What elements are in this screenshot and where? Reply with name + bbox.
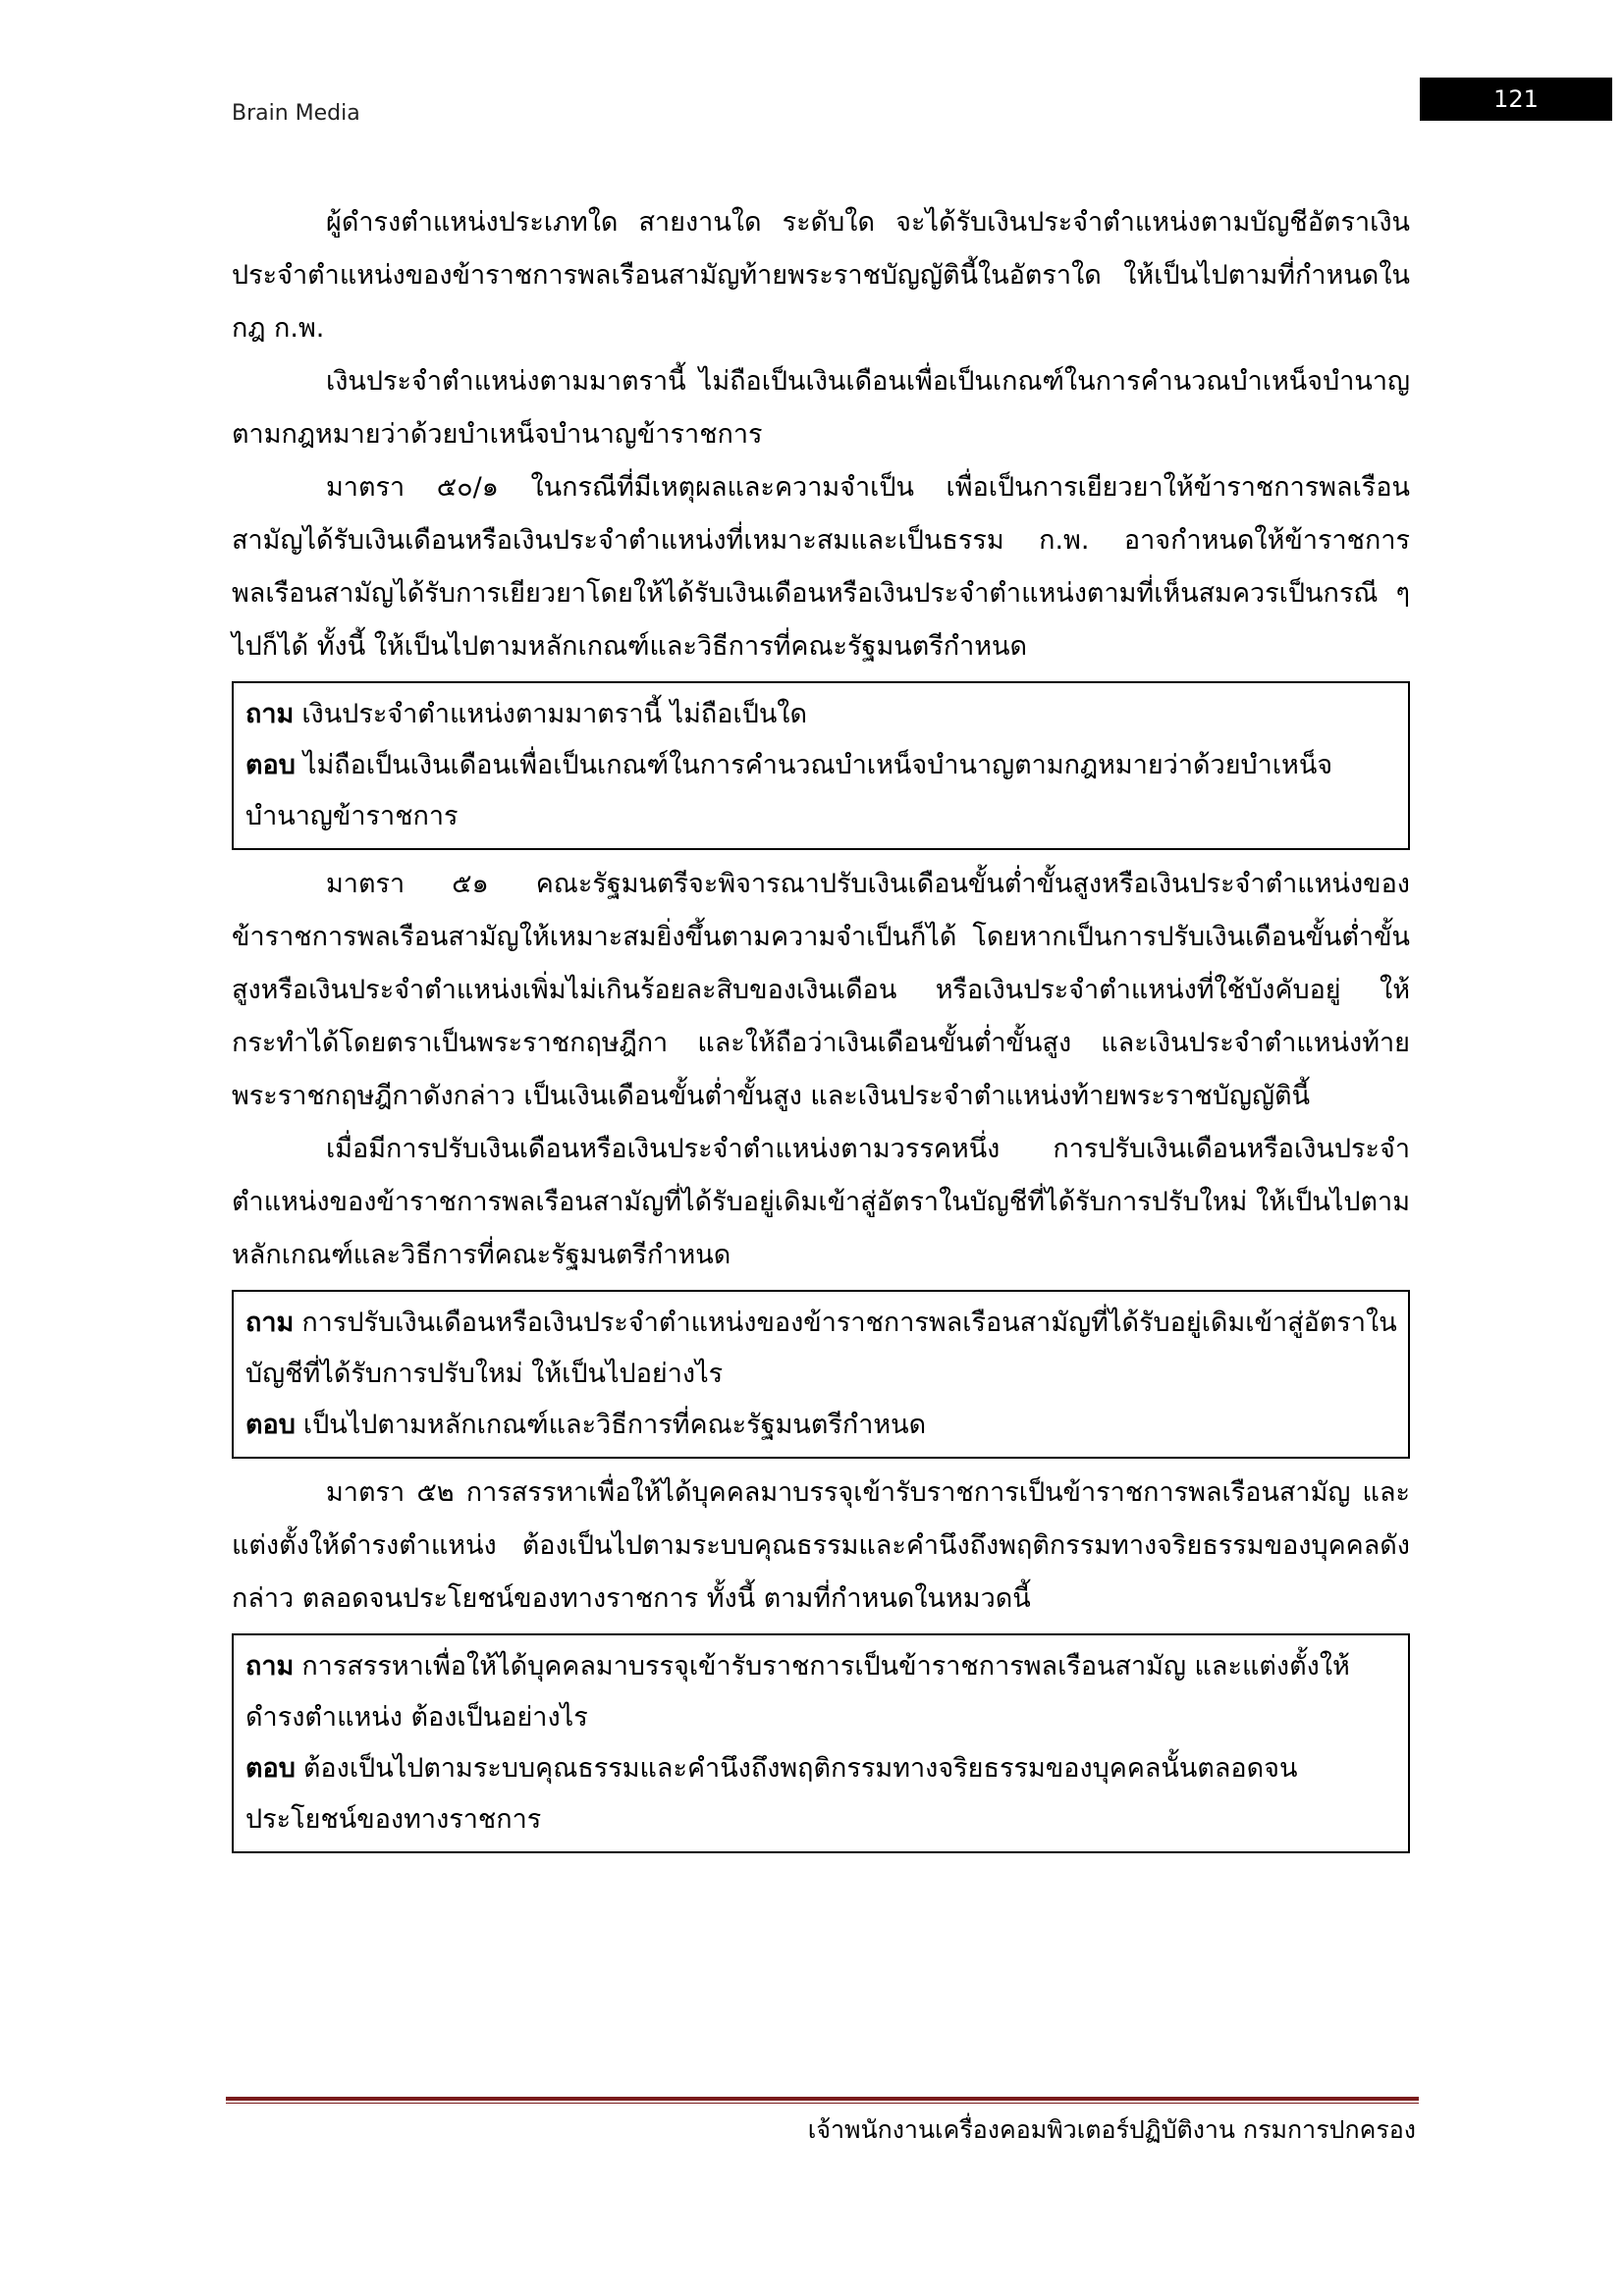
answer-label: ตอบ [245,750,296,780]
footer-text: เจ้าพนักงานเครื่องคอมพิวเตอร์ปฏิบัติงาน กรมการปกครอง [807,2115,1416,2144]
question-label: ถาม [245,699,295,729]
paragraph: มาตรา ๕๐/๑ ในกรณีที่มีเหตุผลและความจำเป็น เพื่อเป็นการเยียวยาให้ข้าราชการพลเรือนสามัญได้รับเงินเดือนหรือเงินประจำตำแหน่งที่เหมาะสมและเป็นธรรม ก.พ. อาจกำหนดให้ข้าราชการพลเรือนสามัญได้รับการเยียวยาโดยให้ได้รับเงินเดือนหรือเงินประจำตำแหน่งตามที่เห็นสมควรเป็นกรณี ๆ ไปก็ได้ ทั้งนี้ ให้เป็นไปตามหลักเกณฑ์และวิธีการที่คณะรัฐมนตรีกำหนด [232,472,1410,662]
paragraph: ผู้ดำรงตำแหน่งประเภทใด สายงานใด ระดับใด จะได้รับเงินประจำตำแหน่งตามบัญชีอัตราเงินประจำตำแหน่งของข้าราชการพลเรือนสามัญท้ายพระราชบัญญัตินี้ในอัตราใด ให้เป็นไปตามที่กำหนดในกฎ ก.พ. [232,207,1410,344]
qa-question [245,689,1398,740]
answer-label: ตอบ [245,1753,296,1784]
answer-text: ต้องเป็นไปตามระบบคุณธรรมและคำนึงถึงพฤติกรรมทางจริยธรรมของบุคคลนั้นตลอดจนประโยชน์ของทางราชการ [245,1753,1298,1835]
paragraph: เมื่อมีการปรับเงินเดือนหรือเงินประจำตำแหน่งตามวรรคหนึ่ง การปรับเงินเดือนหรือเงินประจำตำแหน่งของข้าราชการพลเรือนสามัญที่ได้รับอยู่เดิมเข้าสู่อัตราในบัญชีที่ได้รับการปรับใหม่ ให้เป็นไปตามหลักเกณฑ์และวิธีการที่คณะรัฐมนตรีกำหนด [232,1134,1410,1270]
question-text: เงินประจำตำแหน่งตามมาตรานี้ ไม่ถือเป็นใด [301,699,808,729]
footer-rule [226,2097,1419,2101]
qa-answer [245,740,1398,842]
qa-answer [245,1400,1398,1451]
qa-question [245,1641,1398,1743]
qa-answer [245,1743,1398,1845]
answer-text: ไม่ถือเป็นเงินเดือนเพื่อเป็นเกณฑ์ในการคำนวณบำเหน็จบำนาญตามกฎหมายว่าด้วยบำเหน็จบำนาญข้าราชการ [245,750,1333,831]
answer-text: เป็นไปตามหลักเกณฑ์และวิธีการที่คณะรัฐมนตรีกำหนด [302,1410,927,1440]
question-label: ถาม [245,1308,295,1338]
page-number: 121 [1420,78,1612,121]
body-text [232,196,1410,1861]
paragraph: มาตรา ๕๑ คณะรัฐมนตรีจะพิจารณาปรับเงินเดือนขั้นต่ำขั้นสูงหรือเงินประจำตำแหน่งของข้าราชการพลเรือนสามัญให้เหมาะสมยิ่งขึ้นตามความจำเป็นก็ได้ โดยหากเป็นการปรับเงินเดือนขั้นต่ำขั้นสูงหรือเงินประจำตำแหน่งเพิ่มไม่เกินร้อยละสิบของเงินเดือน หรือเงินประจำตำแหน่งที่ใช้บังคับอยู่ ให้กระทำได้โดยตราเป็นพระราชกฤษฎีกา และให้ถือว่าเงินเดือนขั้นต่ำขั้นสูง และเงินประจำตำแหน่งท้ายพระราชกฤษฎีกาดังกล่าว เป็นเงินเดือนขั้นต่ำขั้นสูง และเงินประจำตำแหน่งท้ายพระราชบัญญัตินี้ [232,869,1410,1111]
qa-box [232,681,1410,850]
qa-box [232,1290,1410,1459]
paragraph: มาตรา ๕๒ การสรรหาเพื่อให้ได้บุคคลมาบรรจุเข้ารับราชการเป็นข้าราชการพลเรือนสามัญ และแต่งตั้งให้ดำรงตำแหน่ง ต้องเป็นไปตามระบบคุณธรรมและคำนึงถึงพฤติกรรมทางจริยธรรมของบุคคลดังกล่าว ตลอดจนประโยชน์ของทางราชการ ทั้งนี้ ตามที่กำหนดในหมวดนี้ [232,1477,1410,1614]
qa-question [245,1298,1398,1400]
paragraph: เงินประจำตำแหน่งตามมาตรานี้ ไม่ถือเป็นเงินเดือนเพื่อเป็นเกณฑ์ในการคำนวณบำเหน็จบำนาญตามกฎหมายว่าด้วยบำเหน็จบำนาญข้าราชการ [232,366,1410,450]
qa-box [232,1633,1410,1853]
question-text: การปรับเงินเดือนหรือเงินประจำตำแหน่งของข้าราชการพลเรือนสามัญที่ได้รับอยู่เดิมเข้าสู่อัตราในบัญชีที่ได้รับการปรับใหม่ ให้เป็นไปอย่างไร [245,1308,1397,1389]
footer-rule-thin [226,2103,1419,2104]
question-label: ถาม [245,1651,295,1682]
answer-label: ตอบ [245,1410,296,1440]
header-publisher: Brain Media [232,101,360,126]
question-text: การสรรหาเพื่อให้ได้บุคคลมาบรรจุเข้ารับราชการเป็นข้าราชการพลเรือนสามัญ และแต่งตั้งให้ดำรงตำแหน่ง ต้องเป็นอย่างไร [245,1651,1350,1733]
